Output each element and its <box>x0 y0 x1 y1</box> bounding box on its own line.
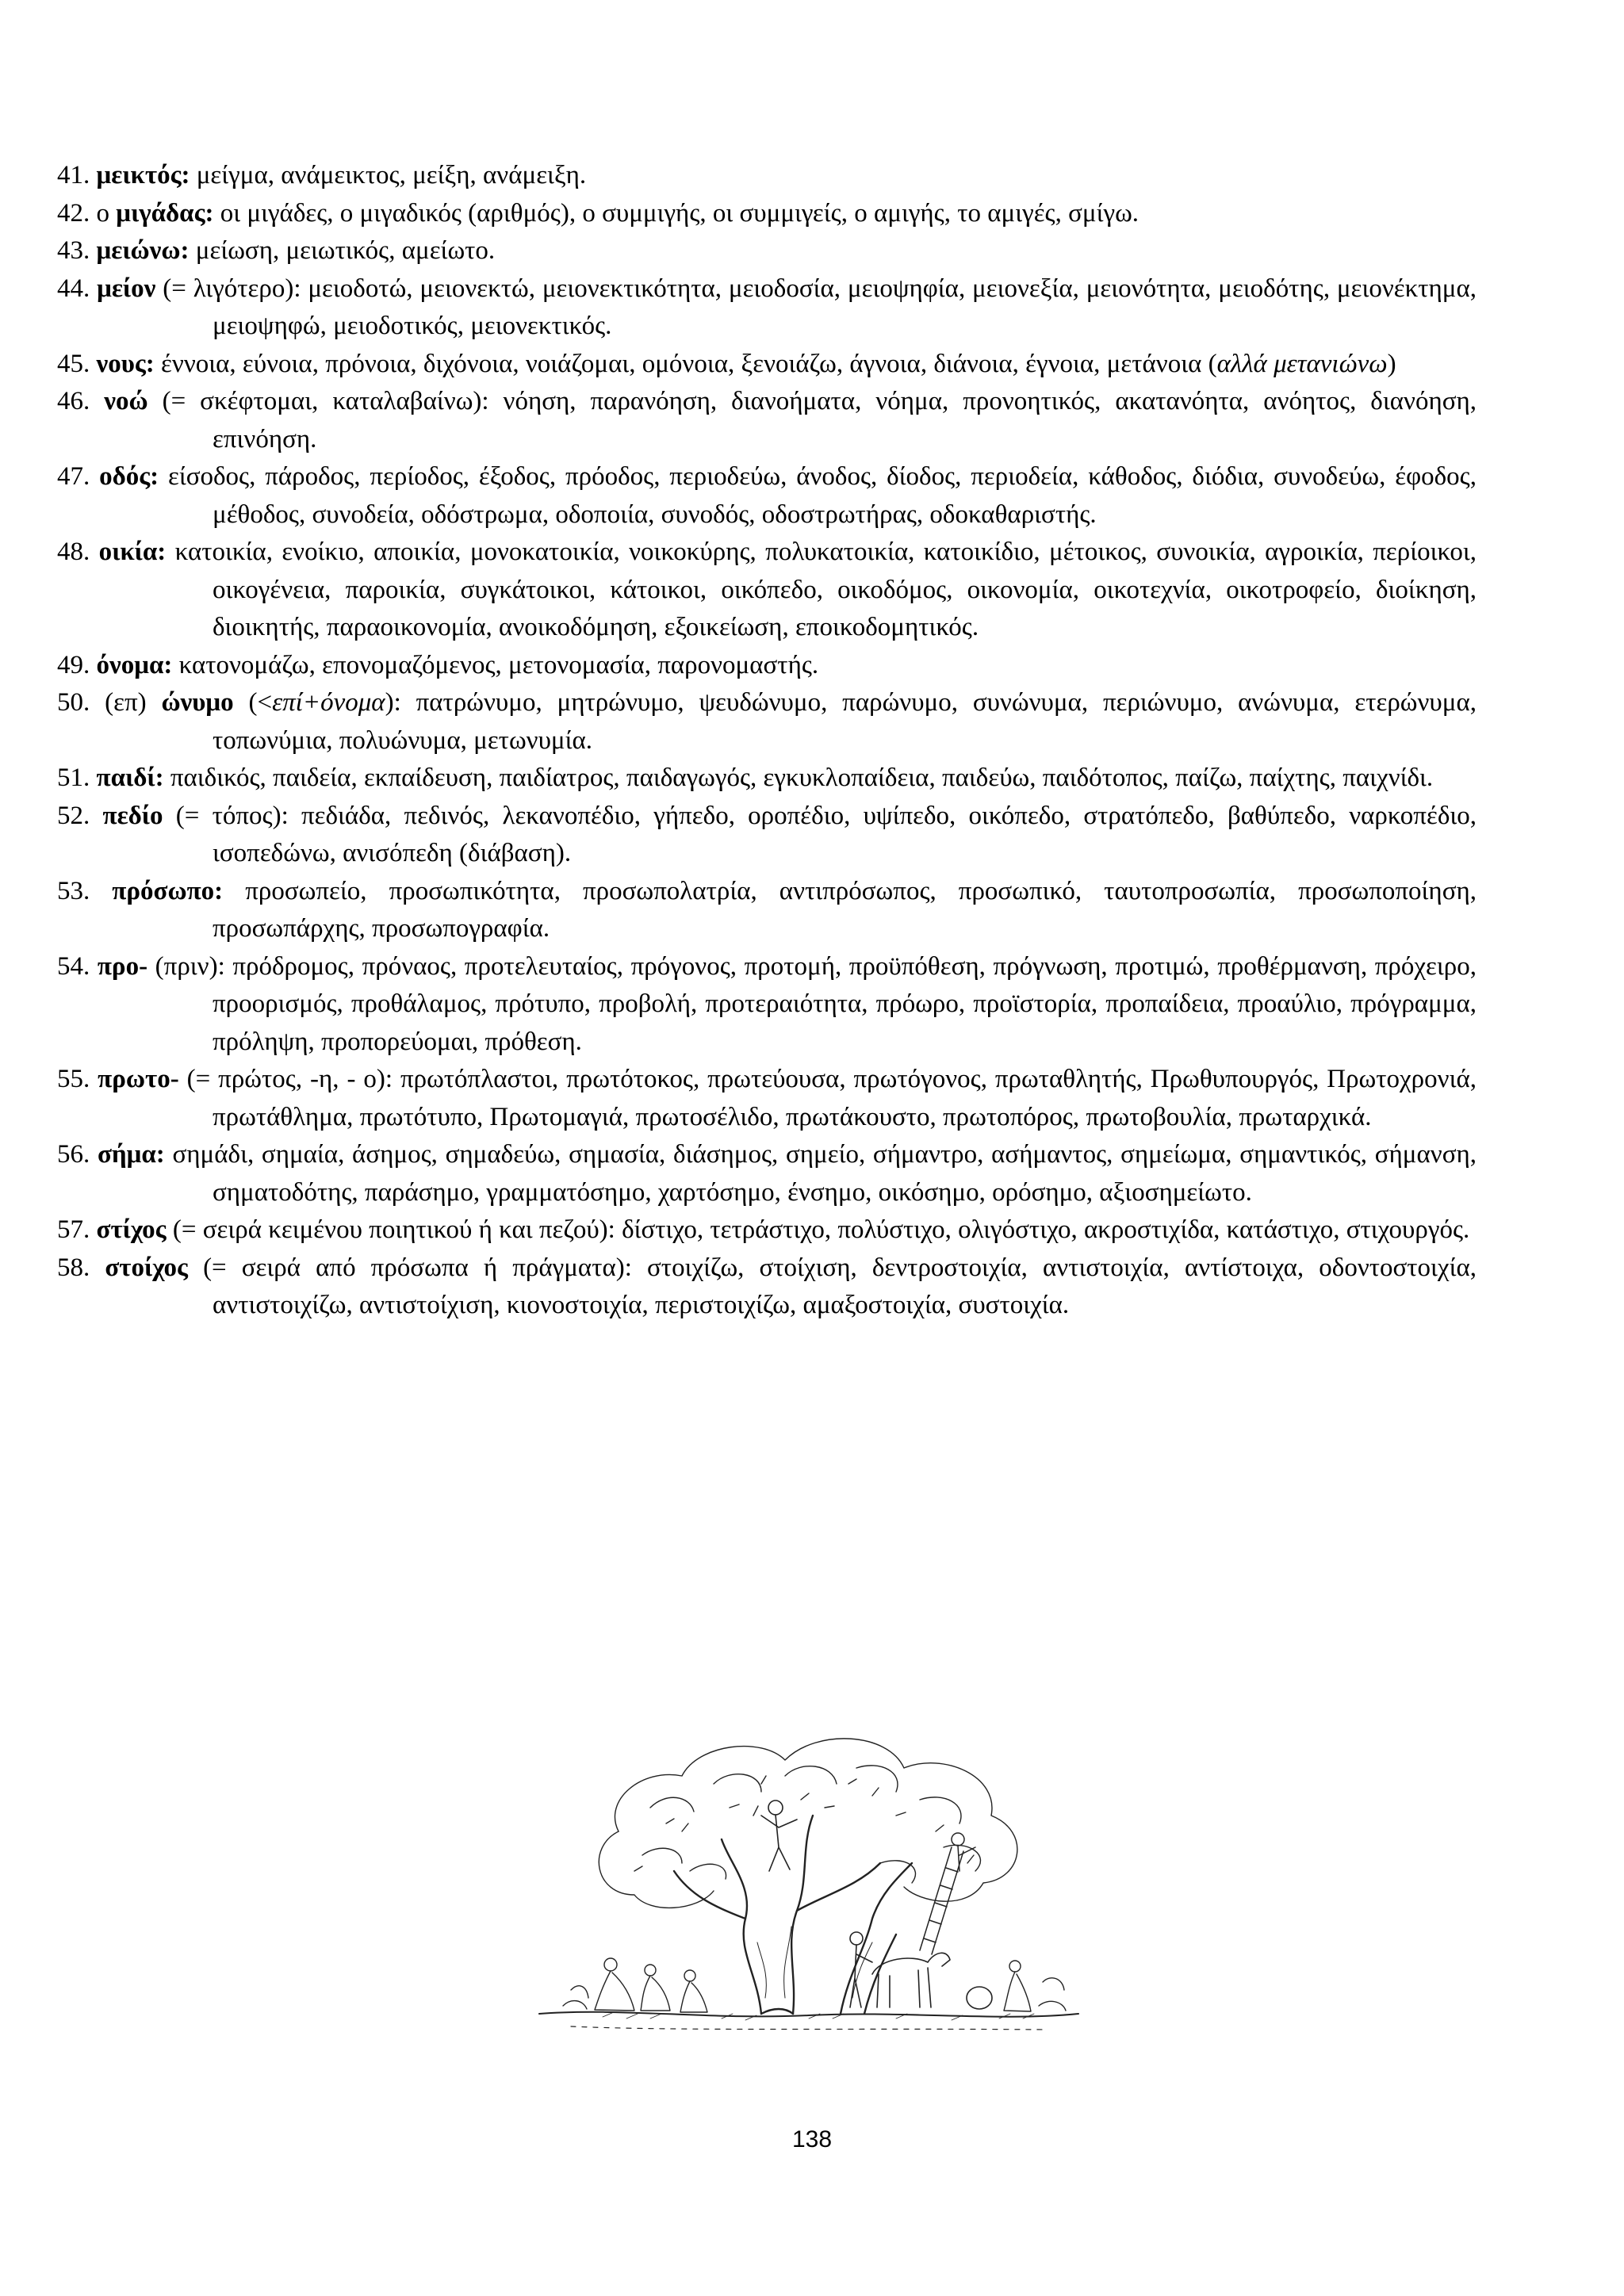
olive-harvest-illustration <box>523 1712 1094 2061</box>
entry-number: 45. <box>57 349 90 378</box>
entry-headword: μεικτός: <box>96 161 190 189</box>
list-item <box>57 1249 1477 1325</box>
entry-text: προσωπείο, προσωπικότητα, προσωπολατρία, αντιπρόσωπος, προσωπικό, ταυτοπροσωπία, προσωποποίηση, προσωπάρχης, προσωπογραφία. <box>213 876 1477 943</box>
entry-text: σημάδι, σημαία, άσημος, σημαδεύω, σημασία, διάσημος, σημείο, σήμαντρο, ασήμαντος, σημείωμα, σημαντικός, σήμανση, σηματοδότης, παράσημο, γραμματόσημο, χαρτόσημο, ένσημο, οικόσημο, ορόσημο, αξιοσημείωτο. <box>164 1140 1477 1207</box>
list-item <box>57 232 1477 270</box>
list-item <box>57 1136 1477 1211</box>
list-item <box>57 760 1477 798</box>
list-item <box>57 1061 1477 1136</box>
entry-text: (= σκέφτομαι, καταλαβαίνω): νόηση, παρανόηση, διανοήματα, νόημα, προνοητικός, ακατανόητα, ανόητος, διανόηση, επινόηση. <box>147 387 1477 453</box>
entry-text: οι μιγάδες, ο μιγαδικός (αριθμός), ο συμμιγής, οι συμμιγείς, ο αμιγής, το αμιγές, σμίγω. <box>213 198 1139 228</box>
list-item <box>57 195 1477 233</box>
entry-number: 55. <box>57 1065 90 1093</box>
entry-text-end: ) <box>1387 349 1396 378</box>
entry-headword: οικία: <box>98 538 167 566</box>
entry-text: (πριν): πρόδρομος, πρόναος, προτελευταίος, πρόγονος, προτομή, προϋπόθεση, πρόγνωση, προτιμώ, προθέρμανση, πρόχειρο, προορισμός, προθάλαμος, πρότυπο, προβολή, προτεραιότητα, πρόωρο, προϊστορία, προπαίδεια, προαύλιο, πρόγραμμα, πρόληψη, προπορεύομαι, πρόθεση. <box>147 951 1477 1056</box>
entry-text: είσοδος, πάροδος, περίοδος, έξοδος, πρόοδος, περιοδεύω, άνοδος, δίοδος, περιοδεία, κάθοδος, διόδια, συνοδεύω, έφοδος, μέθοδος, συνοδεία, οδόστρωμα, οδοποιία, συνοδός, οδοστρωτήρας, οδοκαθαριστής. <box>159 462 1477 529</box>
entry-number: 57. <box>57 1215 90 1244</box>
entry-text: (= πρώτος, -η, - ο): πρωτόπλαστοι, πρωτότοκος, πρωτεύουσα, πρωτόγονος, πρωταθλητής, Πρωθυπουργός, Πρωτοχρονιά, πρωτάθλημα, πρωτότυπο, Πρωτομαγιά, πρωτοσέλιδο, πρωτάκουστο, πρωτοπόρος, πρωτοβουλία, πρωταρχικά. <box>178 1065 1477 1131</box>
entry-number: 51. <box>57 763 90 792</box>
entry-number: 41. <box>57 161 90 189</box>
entry-number: 50. <box>57 688 90 717</box>
list-item <box>57 346 1477 384</box>
entry-headword: όνομα: <box>96 650 173 679</box>
entry-number: 47. <box>57 462 90 491</box>
list-item <box>57 534 1477 647</box>
list-item <box>57 684 1477 760</box>
entry-headword: στίχος <box>96 1215 167 1244</box>
list-item <box>57 1211 1477 1249</box>
entry-headword: μειώνω: <box>96 236 190 265</box>
list-item <box>57 948 1477 1062</box>
entry-number: 42. <box>57 198 90 228</box>
entry-text: μείωση, μειωτικός, αμείωτο. <box>189 236 496 265</box>
entry-number: 54. <box>57 951 90 981</box>
entry-number: 49. <box>57 650 90 679</box>
list-item <box>57 647 1477 685</box>
entry-text: (= τόπος): πεδιάδα, πεδινός, λεκανοπέδιο, γήπεδο, οροπέδιο, υψίπεδο, οικόπεδο, στρατόπεδο, βαθύπεδο, ναρκοπέδιο, ισοπεδώνω, ανισόπεδη (διάβαση). <box>163 801 1477 867</box>
entry-text: μείγμα, ανάμεικτος, μείξη, ανάμειξη. <box>190 161 587 189</box>
entry-text: (= σειρά από πρόσωπα ή πράγματα): στοιχίζω, στοίχιση, δεντροστοιχία, αντιστοιχία, αντίστοιχα, οδοντοστοιχία, αντιστοιχίζω, αντιστοίχιση, κιονοστοιχία, περιστοιχίζω, αμαξοστοιχία, συστοιχία. <box>187 1253 1477 1319</box>
entry-headword: πρωτο- <box>98 1065 179 1093</box>
entry-headword: νοώ <box>104 387 148 415</box>
entry-headword: πεδίο <box>102 801 163 830</box>
entry-number: 53. <box>57 876 90 905</box>
entry-headword: μείον <box>97 274 156 303</box>
entry-italic-note: επί+όνομα <box>272 688 385 717</box>
entry-prefix: (επ) <box>105 688 147 717</box>
entry-italic-note: αλλά μετανιώνω <box>1216 349 1388 378</box>
entry-headword: παιδί: <box>96 763 164 792</box>
entry-headword: πρόσωπο: <box>112 876 224 905</box>
entry-number: 44. <box>57 274 90 303</box>
list-item <box>57 157 1477 195</box>
list-item <box>57 270 1477 346</box>
entry-text-end: ): πατρώνυμο, μητρώνυμο, ψευδώνυμο, παρώνυμο, συνώνυμα, περιώνυμο, ανώνυμα, ετερώνυμα, τοπωνύμια, πολυώνυμα, μετωνυμία. <box>213 688 1477 755</box>
entry-text: (= λιγότερο): μειοδοτώ, μειονεκτώ, μειονεκτικότητα, μειοδοσία, μειοψηφία, μειονεξία, μειονότητα, μειοδότης, μειονέκτημα, μειοψηφώ, μειοδοτικός, μειονεκτικός. <box>155 274 1477 340</box>
entry-headword: στοίχος <box>105 1253 188 1282</box>
entry-headword: νους: <box>96 349 155 378</box>
list-item <box>57 458 1477 534</box>
entry-text: έννοια, εύνοια, πρόνοια, διχόνοια, νοιάζομαι, ομόνοια, ξενοιάζω, άγνοια, διάνοια, έγνοια, μετάνοια ( <box>154 349 1217 378</box>
entry-number: 43. <box>57 236 90 265</box>
entry-headword: σήμα: <box>97 1140 165 1169</box>
entry-headword: οδός: <box>99 462 159 491</box>
vocabulary-list <box>57 157 1477 1325</box>
entry-number: 52. <box>57 801 90 830</box>
entry-number: 46. <box>57 387 90 415</box>
list-item <box>57 798 1477 873</box>
entry-headword: μιγάδας: <box>116 198 214 228</box>
entry-text: (= σειρά κειμένου ποιητικού ή και πεζού): δίστιχο, τετράστιχο, πολύστιχο, ολιγόστιχο, ακροστιχίδα, κατάστιχο, στιχουργός. <box>166 1215 1470 1244</box>
entry-number: 56. <box>57 1140 90 1169</box>
entry-text: κατονομάζω, επονομαζόμενος, μετονομασία, παρονομαστής. <box>172 650 819 679</box>
page-number: 138 <box>791 2126 833 2152</box>
entry-text: παιδικός, παιδεία, εκπαίδευση, παιδίατρος, παιδαγωγός, εγκυκλοπαίδεια, παιδεύω, παιδότοπος, παίζω, παίχτης, παιχνίδι. <box>163 763 1434 792</box>
entry-headword: ώνυμο <box>161 688 234 717</box>
entry-text: (< <box>233 688 273 717</box>
entry-prefix: ο <box>96 198 109 228</box>
entry-number: 58. <box>57 1253 90 1282</box>
entry-number: 48. <box>57 538 90 566</box>
entry-headword: προ- <box>97 951 148 981</box>
list-item <box>57 383 1477 458</box>
entry-text: κατοικία, ενοίκιο, αποικία, μονοκατοικία, νοικοκύρης, πολυκατοικία, κατοικίδιο, μέτοικος, συνοικία, αγροικία, περίοικοι, οικογένεια, παροικία, συγκάτοικοι, κάτοικοι, οικόπεδο, οικοδόμος, οικονομία, οικοτεχνία, οικοτροφείο, διοίκηση, διοικητής, παραοικονομία, ανοικοδόμηση, εξοικείωση, εποικοδομητικός. <box>166 538 1477 641</box>
list-item <box>57 873 1477 948</box>
